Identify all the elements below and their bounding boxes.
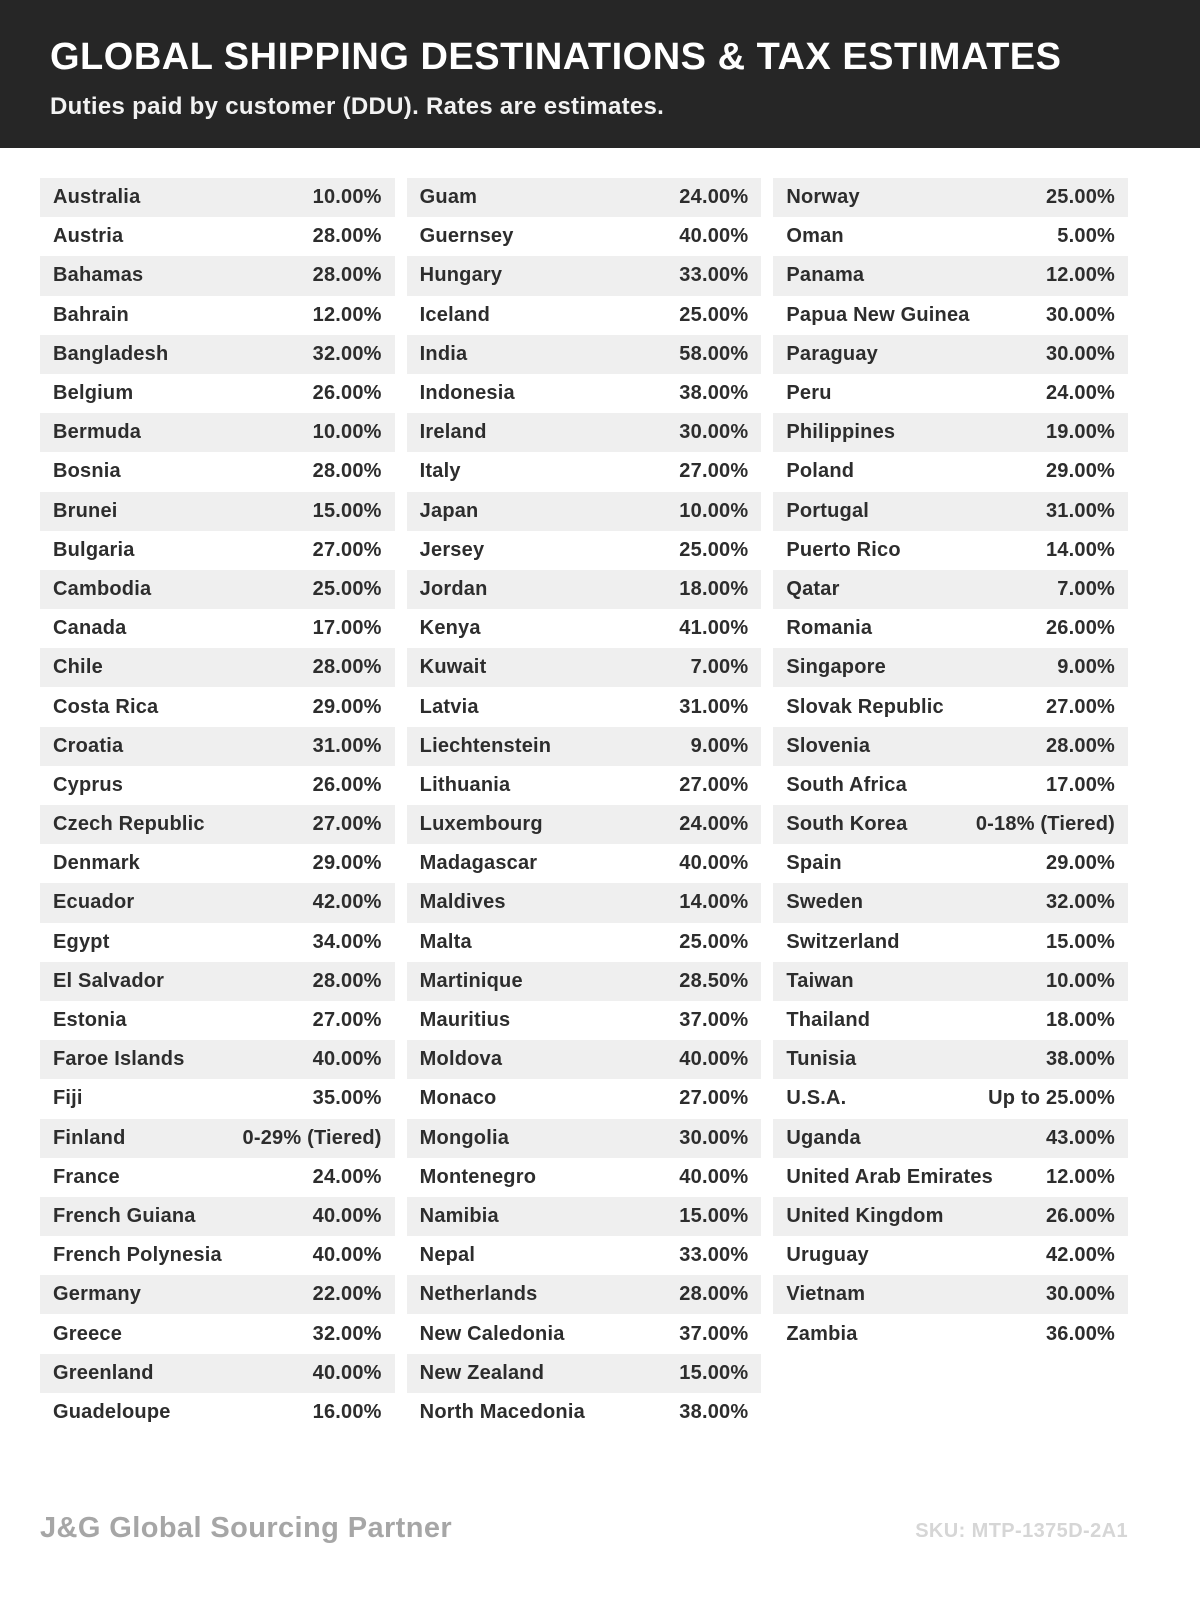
table-row	[40, 374, 395, 413]
country-name: Brunei	[53, 499, 118, 522]
country-name: Panama	[786, 264, 865, 287]
table-row	[40, 962, 395, 1001]
tax-rate: 15.00%	[312, 499, 382, 522]
country-name: United Arab Emirates	[786, 1165, 993, 1188]
country-name: Bosnia	[53, 460, 121, 483]
country-name: Bangladesh	[53, 342, 169, 365]
table-row	[773, 805, 1128, 844]
tax-rate: 38.00%	[679, 1400, 749, 1423]
country-name: Latvia	[419, 695, 479, 718]
tax-rate: 43.00%	[1045, 1126, 1116, 1149]
table-row	[40, 1079, 395, 1118]
country-name: Estonia	[53, 1009, 127, 1032]
tax-rate: 41.00%	[679, 617, 749, 640]
table-row	[773, 1158, 1128, 1197]
tax-rate: 30.00%	[1045, 342, 1116, 365]
table-row	[407, 296, 762, 335]
country-name: New Caledonia	[419, 1322, 565, 1345]
country-name: Germany	[53, 1283, 142, 1306]
table-row	[40, 1040, 395, 1079]
country-name: Taiwan	[786, 969, 854, 992]
table-row	[40, 531, 395, 570]
country-name: Greenland	[53, 1361, 154, 1384]
table-row	[407, 923, 762, 962]
header-banner	[0, 0, 1200, 148]
tax-rate: 26.00%	[312, 773, 382, 796]
tax-rate: 38.00%	[679, 382, 749, 405]
country-name: Moldova	[419, 1048, 503, 1071]
country-name: Sweden	[786, 891, 864, 914]
country-name: Cambodia	[53, 577, 152, 600]
table-row	[773, 766, 1128, 805]
tax-rate: 24.00%	[679, 813, 749, 836]
country-name: Papua New Guinea	[786, 303, 970, 326]
table-row	[773, 1040, 1128, 1079]
country-name: Singapore	[786, 656, 886, 679]
table-row	[773, 1001, 1128, 1040]
country-name: Liechtenstein	[419, 734, 552, 757]
country-name: Jordan	[419, 577, 488, 600]
table-row	[407, 1314, 762, 1353]
table-row	[40, 609, 395, 648]
table-row	[407, 217, 762, 256]
table-row	[40, 766, 395, 805]
country-name: Romania	[786, 617, 873, 640]
tax-rate: 25.00%	[312, 577, 382, 600]
table-row	[773, 570, 1128, 609]
table-row	[407, 1354, 762, 1393]
table-row	[407, 1040, 762, 1079]
country-name: Malta	[419, 930, 472, 953]
table-column	[40, 178, 395, 1432]
tax-rate: 33.00%	[679, 264, 749, 287]
country-name: Lithuania	[419, 773, 511, 796]
country-name: New Zealand	[419, 1361, 545, 1384]
country-name: Costa Rica	[53, 695, 159, 718]
country-name: United Kingdom	[786, 1204, 944, 1227]
tax-rate: 28.00%	[312, 264, 382, 287]
tax-rate: 34.00%	[312, 930, 382, 953]
country-name: Croatia	[53, 734, 124, 757]
table-row	[407, 335, 762, 374]
table-row	[407, 492, 762, 531]
country-name: Guernsey	[419, 225, 514, 248]
country-name: Mauritius	[419, 1009, 511, 1032]
table-row	[40, 1197, 395, 1236]
tax-rate: 27.00%	[312, 538, 382, 561]
table-row	[773, 296, 1128, 335]
country-name: Denmark	[53, 852, 140, 875]
table-row	[773, 178, 1128, 217]
country-name: Philippines	[786, 421, 896, 444]
country-name: Austria	[53, 225, 124, 248]
table-row	[773, 492, 1128, 531]
tax-rate: 40.00%	[312, 1048, 382, 1071]
table-row	[40, 1275, 395, 1314]
country-name: South Africa	[786, 773, 907, 796]
tax-rate: 42.00%	[1045, 1244, 1116, 1267]
country-name: Netherlands	[419, 1283, 538, 1306]
table-row	[407, 452, 762, 491]
tax-rate: 30.00%	[1045, 1283, 1116, 1306]
rates-table	[40, 178, 1128, 1432]
table-row	[407, 1393, 762, 1432]
table-row	[407, 1158, 762, 1197]
country-name: Indonesia	[419, 382, 515, 405]
table-row	[773, 413, 1128, 452]
table-row	[407, 648, 762, 687]
country-name: North Macedonia	[419, 1400, 585, 1423]
country-name: Ireland	[419, 421, 487, 444]
table-row	[407, 766, 762, 805]
table-row	[773, 1275, 1128, 1314]
table-row	[407, 883, 762, 922]
table-row	[773, 1236, 1128, 1275]
tax-rate: 14.00%	[1045, 538, 1116, 561]
table-row	[773, 883, 1128, 922]
table-row	[40, 296, 395, 335]
country-name: Italy	[419, 460, 461, 483]
country-name: Ecuador	[53, 891, 135, 914]
tax-rate: 36.00%	[1045, 1322, 1116, 1345]
tax-rate: 19.00%	[1045, 421, 1116, 444]
country-name: France	[53, 1165, 120, 1188]
tax-rate: 26.00%	[1045, 1204, 1116, 1227]
table-row	[407, 609, 762, 648]
tax-rate: 30.00%	[1045, 303, 1116, 326]
country-name: Bahrain	[53, 303, 129, 326]
tax-rate: 18.00%	[1045, 1009, 1116, 1032]
table-row	[773, 335, 1128, 374]
table-row	[773, 844, 1128, 883]
country-name: Belgium	[53, 382, 134, 405]
tax-rate: 12.00%	[1045, 1165, 1116, 1188]
table-row	[40, 256, 395, 295]
country-name: Uganda	[786, 1126, 861, 1149]
tax-rate: 32.00%	[312, 342, 382, 365]
tax-rate: 40.00%	[312, 1244, 382, 1267]
tax-rate: 7.00%	[690, 656, 749, 679]
table-row	[407, 178, 762, 217]
tax-rate: 40.00%	[312, 1204, 382, 1227]
tax-rate: 24.00%	[679, 186, 749, 209]
tax-rate: 38.00%	[1045, 1048, 1116, 1071]
tax-rate: 30.00%	[679, 421, 749, 444]
table-row	[407, 413, 762, 452]
country-name: U.S.A.	[786, 1087, 847, 1110]
tax-rate: 24.00%	[312, 1165, 382, 1188]
country-name: Fiji	[53, 1087, 83, 1110]
tax-rate: 15.00%	[1045, 930, 1116, 953]
table-row	[773, 609, 1128, 648]
country-name: Puerto Rico	[786, 538, 901, 561]
table-row	[40, 648, 395, 687]
country-name: Uruguay	[786, 1244, 869, 1267]
tax-rate: 37.00%	[679, 1322, 749, 1345]
country-name: Kuwait	[419, 656, 487, 679]
tax-rate: 27.00%	[312, 813, 382, 836]
table-row	[40, 178, 395, 217]
table-row	[773, 531, 1128, 570]
tax-rate: 27.00%	[679, 460, 749, 483]
tax-rate: 32.00%	[312, 1322, 382, 1345]
tax-rate: 25.00%	[1045, 186, 1116, 209]
table-row	[40, 335, 395, 374]
country-name: Poland	[786, 460, 855, 483]
tax-rate: 7.00%	[1057, 577, 1116, 600]
table-row	[773, 923, 1128, 962]
footer-brand: J&G Global Sourcing Partner	[40, 1512, 453, 1544]
table-row	[40, 1119, 395, 1158]
table-row	[773, 687, 1128, 726]
table-row	[773, 217, 1128, 256]
tax-rate: 26.00%	[312, 382, 382, 405]
table-row	[40, 413, 395, 452]
tax-rate: 15.00%	[679, 1361, 749, 1384]
table-row	[40, 1001, 395, 1040]
country-name: Chile	[53, 656, 103, 679]
country-name: India	[419, 342, 468, 365]
tax-rate: 40.00%	[312, 1361, 382, 1384]
table-row	[40, 217, 395, 256]
country-name: Zambia	[786, 1322, 858, 1345]
tax-rate: 40.00%	[679, 1165, 749, 1188]
tax-rate: 10.00%	[679, 499, 749, 522]
tax-rate: 40.00%	[679, 1048, 749, 1071]
country-name: Martinique	[419, 969, 523, 992]
table-row	[407, 1236, 762, 1275]
tax-rate: 10.00%	[1045, 969, 1116, 992]
table-row	[40, 805, 395, 844]
tax-rate: 25.00%	[679, 538, 749, 561]
country-name: Thailand	[786, 1009, 871, 1032]
country-name: Norway	[786, 186, 860, 209]
tax-rate: 17.00%	[312, 617, 382, 640]
country-name: Greece	[53, 1322, 123, 1345]
table-row	[773, 727, 1128, 766]
tax-rate: 33.00%	[679, 1244, 749, 1267]
table-row	[407, 1001, 762, 1040]
country-name: Nepal	[419, 1244, 476, 1267]
tax-rate: 27.00%	[1045, 695, 1116, 718]
table-row	[40, 570, 395, 609]
tax-rate: 5.00%	[1057, 225, 1116, 248]
table-row	[40, 1354, 395, 1393]
tax-rate: 28.50%	[679, 969, 749, 992]
country-name: Montenegro	[419, 1165, 537, 1188]
tax-rate: 28.00%	[312, 656, 382, 679]
table-row	[407, 962, 762, 1001]
country-name: Japan	[419, 499, 479, 522]
country-name: Jersey	[419, 538, 485, 561]
tax-rate: 14.00%	[679, 891, 749, 914]
table-row	[773, 1119, 1128, 1158]
table-row	[407, 374, 762, 413]
tax-rate: 28.00%	[1045, 734, 1116, 757]
tax-rate: 26.00%	[1045, 617, 1116, 640]
country-name: Namibia	[419, 1204, 499, 1227]
country-name: Tunisia	[786, 1048, 857, 1071]
country-name: Czech Republic	[53, 813, 205, 836]
table-row	[40, 923, 395, 962]
table-row	[407, 844, 762, 883]
country-name: Switzerland	[786, 930, 900, 953]
tax-rate: Up to 25.00%	[988, 1087, 1116, 1110]
country-name: Oman	[786, 225, 844, 248]
country-name: French Guiana	[53, 1204, 196, 1227]
tax-rate: 30.00%	[679, 1126, 749, 1149]
table-row	[407, 727, 762, 766]
table-row	[773, 374, 1128, 413]
country-name: Canada	[53, 617, 127, 640]
country-name: Portugal	[786, 499, 870, 522]
table-row	[407, 805, 762, 844]
country-name: Australia	[53, 186, 141, 209]
tax-rate: 35.00%	[312, 1087, 382, 1110]
country-name: French Polynesia	[53, 1244, 222, 1267]
table-row	[407, 1197, 762, 1236]
country-name: Iceland	[419, 303, 490, 326]
country-name: Hungary	[419, 264, 503, 287]
tax-rate: 28.00%	[312, 969, 382, 992]
tax-rate: 29.00%	[312, 695, 382, 718]
tax-rate: 58.00%	[679, 342, 749, 365]
table-row	[773, 648, 1128, 687]
table-row	[407, 256, 762, 295]
tax-rate: 25.00%	[679, 930, 749, 953]
country-name: Mongolia	[419, 1126, 510, 1149]
tax-rate: 31.00%	[679, 695, 749, 718]
table-row	[773, 256, 1128, 295]
tax-rate: 28.00%	[679, 1283, 749, 1306]
tax-rate: 40.00%	[679, 852, 749, 875]
table-row	[407, 531, 762, 570]
country-name: Bahamas	[53, 264, 144, 287]
tax-rate: 37.00%	[679, 1009, 749, 1032]
table-row	[40, 1158, 395, 1197]
country-name: El Salvador	[53, 969, 165, 992]
tax-rate: 12.00%	[312, 303, 382, 326]
country-name: Egypt	[53, 930, 110, 953]
country-name: Bermuda	[53, 421, 142, 444]
table-row	[407, 687, 762, 726]
tax-rate: 18.00%	[679, 577, 749, 600]
table-column	[407, 178, 762, 1432]
country-name: Madagascar	[419, 852, 538, 875]
tax-rate: 10.00%	[312, 421, 382, 444]
tax-rate: 27.00%	[679, 1087, 749, 1110]
table-row	[407, 570, 762, 609]
tax-rate: 10.00%	[312, 186, 382, 209]
table-row	[773, 1197, 1128, 1236]
country-name: Peru	[786, 382, 832, 405]
tax-rate: 31.00%	[1045, 499, 1116, 522]
country-name: Finland	[53, 1126, 126, 1149]
country-name: Monaco	[419, 1087, 497, 1110]
table-row	[773, 452, 1128, 491]
table-row	[40, 1393, 395, 1432]
tax-rate: 29.00%	[1045, 852, 1116, 875]
country-name: Spain	[786, 852, 842, 875]
table-row	[773, 962, 1128, 1001]
tax-rate: 16.00%	[312, 1400, 382, 1423]
tax-rate: 12.00%	[1045, 264, 1116, 287]
tax-rate: 9.00%	[690, 734, 749, 757]
table-row	[40, 883, 395, 922]
country-name: Guam	[419, 186, 478, 209]
tax-rate: 31.00%	[312, 734, 382, 757]
tax-rate: 0-29% (Tiered)	[242, 1126, 382, 1149]
table-row	[40, 1236, 395, 1275]
country-name: Slovak Republic	[786, 695, 944, 718]
country-name: Qatar	[786, 577, 840, 600]
tax-rate: 40.00%	[679, 225, 749, 248]
tax-rate: 25.00%	[679, 303, 749, 326]
country-name: Cyprus	[53, 773, 124, 796]
table-row	[40, 492, 395, 531]
table-row	[40, 844, 395, 883]
footer-sku: SKU: MTP-1375D-2A1	[915, 1520, 1128, 1542]
tax-rate: 17.00%	[1045, 773, 1116, 796]
tax-rate: 9.00%	[1057, 656, 1116, 679]
tax-rate: 27.00%	[679, 773, 749, 796]
tax-rate: 29.00%	[1045, 460, 1116, 483]
tax-rate: 28.00%	[312, 460, 382, 483]
table-row	[40, 452, 395, 491]
page-title: GLOBAL SHIPPING DESTINATIONS & TAX ESTIMATES	[50, 36, 1062, 78]
table-row	[407, 1275, 762, 1314]
table-row	[773, 1079, 1128, 1118]
country-name: Maldives	[419, 891, 506, 914]
tax-rate: 27.00%	[312, 1009, 382, 1032]
tax-rate: 32.00%	[1045, 891, 1116, 914]
country-name: Kenya	[419, 617, 481, 640]
tax-rate: 29.00%	[312, 852, 382, 875]
table-column	[773, 178, 1128, 1432]
table-row	[407, 1079, 762, 1118]
table-row	[40, 727, 395, 766]
country-name: South Korea	[786, 813, 908, 836]
page-subtitle: Duties paid by customer (DDU). Rates are estimates.	[50, 93, 665, 120]
table-row	[40, 687, 395, 726]
tax-rate: 15.00%	[679, 1204, 749, 1227]
country-name: Luxembourg	[419, 813, 543, 836]
tax-rate: 0-18% (Tiered)	[975, 813, 1116, 836]
country-name: Guadeloupe	[53, 1400, 171, 1423]
country-name: Faroe Islands	[53, 1048, 185, 1071]
table-row	[407, 1119, 762, 1158]
country-name: Paraguay	[786, 342, 878, 365]
country-name: Slovenia	[786, 734, 871, 757]
table-row	[773, 1314, 1128, 1353]
country-name: Bulgaria	[53, 538, 135, 561]
tax-rate: 42.00%	[312, 891, 382, 914]
tax-rate: 28.00%	[312, 225, 382, 248]
tax-rate: 24.00%	[1045, 382, 1116, 405]
country-name: Vietnam	[786, 1283, 866, 1306]
tax-rate: 22.00%	[312, 1283, 382, 1306]
table-row	[40, 1314, 395, 1353]
